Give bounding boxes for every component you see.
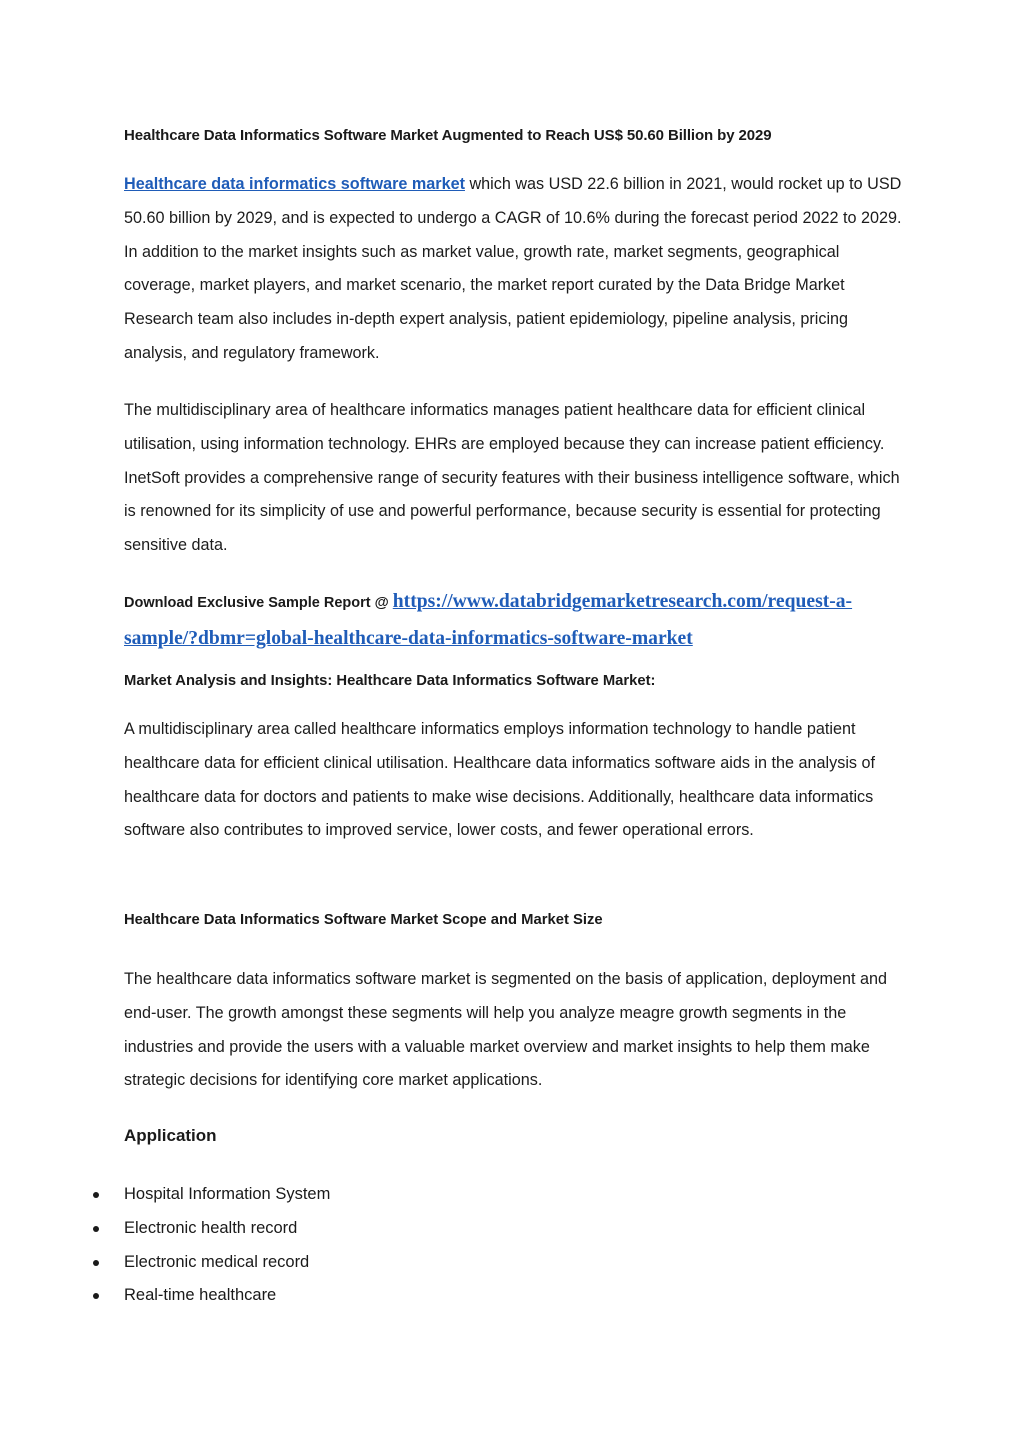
scope-heading: Healthcare Data Informatics Software Market Scope and Market Size [124, 912, 603, 928]
list-item [0, 1246, 330, 1280]
bullet-icon [93, 1293, 99, 1299]
intro-paragraph [124, 168, 904, 371]
informatics-paragraph: The multidisciplinary area of healthcare informatics manages patient healthcare data for efficient clinical utilisation, using information technology. EHRs are employed because they can increase patient efficiency. InetSoft provides a comprehensive range of security features with their business intelligence software, which is renowned for its simplicity of use and powerful performance, because security is essential for protecting sensitive data. [124, 401, 900, 555]
bullet-icon [93, 1260, 99, 1266]
document-title: Healthcare Data Informatics Software Market Augmented to Reach US$ 50.60 Billion by 2029 [124, 127, 772, 144]
list-item-label: Electronic medical record [124, 1252, 310, 1271]
intro-text: which was USD 22.6 billion in 2021, would rocket up to USD 50.60 billion by 2029, and is expected to undergo a CAGR of 10.6% during the forecast period 2022 to 2029. In addition to the market insights such as market value, growth rate, market segments, geographical coverage, market players, and market scenario, the market report curated by the Data Bridge Market Research team also includes in-depth expert analysis, patient epidemiology, pipeline analysis, pricing analysis, and regulatory framework. [124, 175, 902, 362]
list-item-label: Hospital Information System [124, 1185, 331, 1203]
list-item [0, 1178, 330, 1212]
sample-report-link[interactable]: https://www.databridgemarketresearch.com/request-a-sample/?dbmr=global-healthcare-data-informatics-software-market [124, 591, 853, 649]
application-heading: Application [124, 1126, 217, 1145]
bullet-icon [93, 1226, 99, 1232]
scope-paragraph: The healthcare data informatics software market is segmented on the basis of application, deployment and end-user. The growth amongst these segments will help you analyze meagre growth segments in the industries and provide the users with a valuable market overview and market insights to help them make strategic decisions for identifying core market applications. [124, 970, 888, 1090]
sample-report-label: Download Exclusive Sample Report @ [124, 595, 393, 611]
list-item [0, 1212, 330, 1246]
list-item [0, 1279, 330, 1313]
application-list [0, 1178, 330, 1313]
list-item-label: Real-time healthcare [124, 1286, 277, 1305]
analysis-heading: Market Analysis and Insights: Healthcare Data Informatics Software Market: [124, 673, 656, 689]
analysis-paragraph: A multidisciplinary area called healthcare informatics employs information technology to handle patient healthcare data for efficient clinical utilisation. Healthcare data informatics software aids in the analysis of healthcare data for doctors and patients to make wise decisions. Additionally, healthcare data informatics software also contributes to improved service, lower costs, and fewer operational errors. [124, 720, 876, 840]
sample-report-line [124, 584, 914, 658]
market-report-link[interactable]: Healthcare data informatics software market [124, 175, 465, 193]
list-item-label: Electronic health record [124, 1218, 298, 1237]
bullet-icon [93, 1192, 99, 1198]
